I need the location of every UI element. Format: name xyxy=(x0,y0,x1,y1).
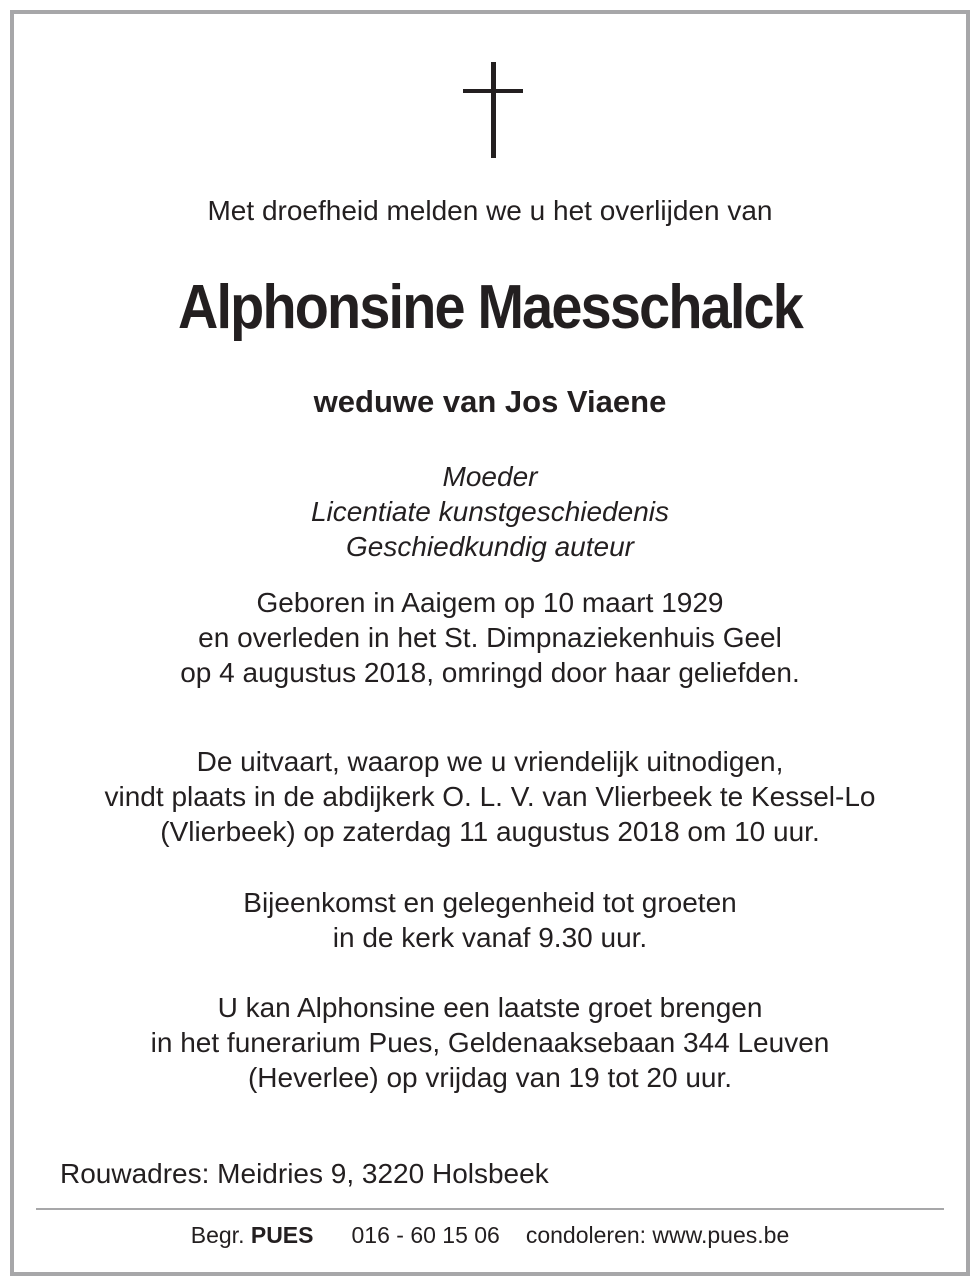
birth-death-line: en overleden in het St. Dimpnaziekenhuis Geel xyxy=(198,622,782,653)
meeting-line: Bijeenkomst en gelegenheid tot groeten xyxy=(243,887,737,918)
cross-icon xyxy=(463,62,523,158)
visit-paragraph xyxy=(0,990,980,1095)
funeral-line: vindt plaats in de abdijkerk O. L. V. van Vlierbeek te Kessel-Lo xyxy=(104,781,876,812)
meeting-paragraph xyxy=(0,885,980,955)
widow-text: weduwe van Jos Viaene xyxy=(313,384,667,419)
mourning-address: Rouwadres: Meidries 9, 3220 Holsbeek xyxy=(60,1158,549,1189)
birth-death-line: op 4 augustus 2018, omringd door haar geliefden. xyxy=(180,657,800,688)
role-line: Moeder xyxy=(442,461,538,492)
birth-death-line: Geboren in Aaigem op 10 maart 1929 xyxy=(256,587,724,618)
roles-list xyxy=(0,459,980,564)
footer xyxy=(0,1220,980,1250)
deceased-name: Alphonsine Maesschalck xyxy=(177,273,803,342)
undertaker-name: PUES xyxy=(250,1222,314,1248)
funeral-paragraph xyxy=(0,744,980,849)
funeral-line: De uitvaart, waarop we u vriendelijk uitnodigen, xyxy=(196,746,784,777)
birth-death-paragraph xyxy=(0,585,980,690)
visit-line: in het funerarium Pues, Geldenaaksebaan 344 Leuven xyxy=(150,1027,830,1058)
visit-line: U kan Alphonsine een laatste groet brengen xyxy=(217,992,763,1023)
role-line: Licentiate kunstgeschiedenis xyxy=(310,496,669,527)
role-line: Geschiedkundig auteur xyxy=(346,531,634,562)
funeral-line: (Vlierbeek) op zaterdag 11 augustus 2018 om 10 uur. xyxy=(160,816,820,847)
visit-line: (Heverlee) op vrijdag van 19 tot 20 uur. xyxy=(247,1062,733,1093)
intro-text: Met droefheid melden we u het overlijden van xyxy=(207,195,773,226)
undertaker-prefix: Begr. xyxy=(190,1222,245,1248)
meeting-line: in de kerk vanaf 9.30 uur. xyxy=(332,922,648,953)
condolences-link[interactable]: condoleren: www.pues.be xyxy=(525,1222,790,1248)
footer-divider xyxy=(36,1208,944,1210)
phone-number: 016 - 60 15 06 xyxy=(351,1222,500,1248)
